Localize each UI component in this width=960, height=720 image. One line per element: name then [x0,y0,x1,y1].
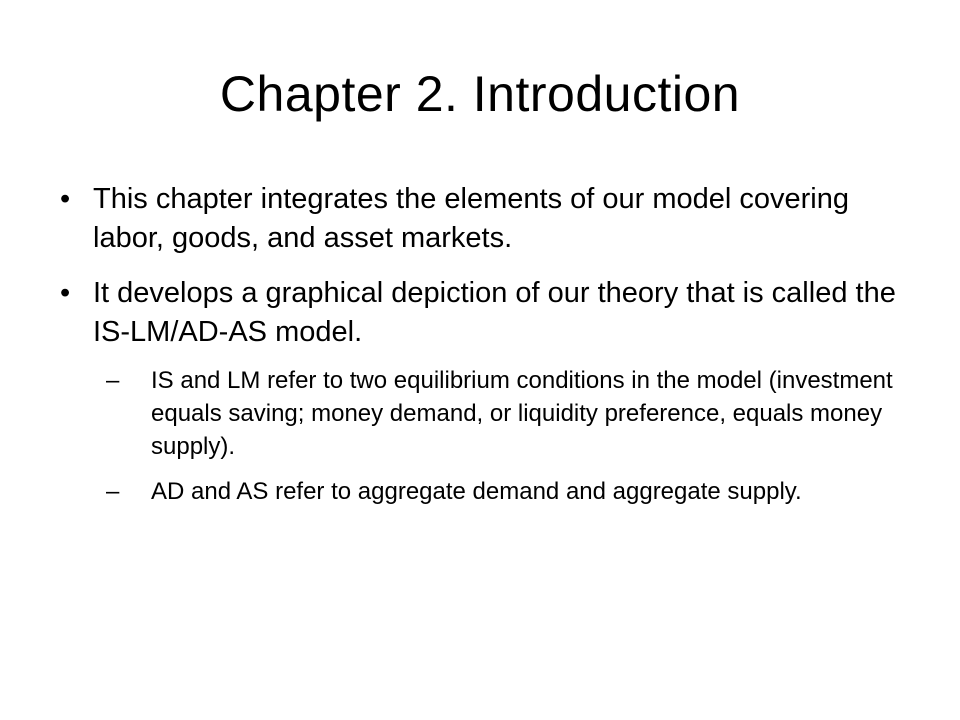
slide-title: Chapter 2. Introduction [219,66,741,122]
sub-bullet-text: AD and AS refer to aggregate demand and aggregate supply. [151,478,802,505]
sub-bullet-list [93,364,920,508]
bullet-marker: • [60,277,71,309]
sub-bullet-item [106,475,920,508]
sub-bullet-text: IS and LM refer to two equilibrium conditions in the model (investment equals saving; money demand, or liquidity preference, equals money supply). [151,367,893,460]
bullet-marker: • [60,183,71,215]
bullet-text: This chapter integrates the elements of our model covering labor, goods, and asset markets. [93,183,850,254]
sub-bullet-item [106,364,920,463]
bullet-item [60,180,920,258]
bullet-text: It develops a graphical depiction of our theory that is called the IS-LM/AD-AS model. [93,277,896,348]
bullet-item [60,274,920,508]
sub-bullet-marker: – [106,478,120,505]
bullet-list [60,180,920,524]
sub-bullet-marker: – [106,367,120,394]
